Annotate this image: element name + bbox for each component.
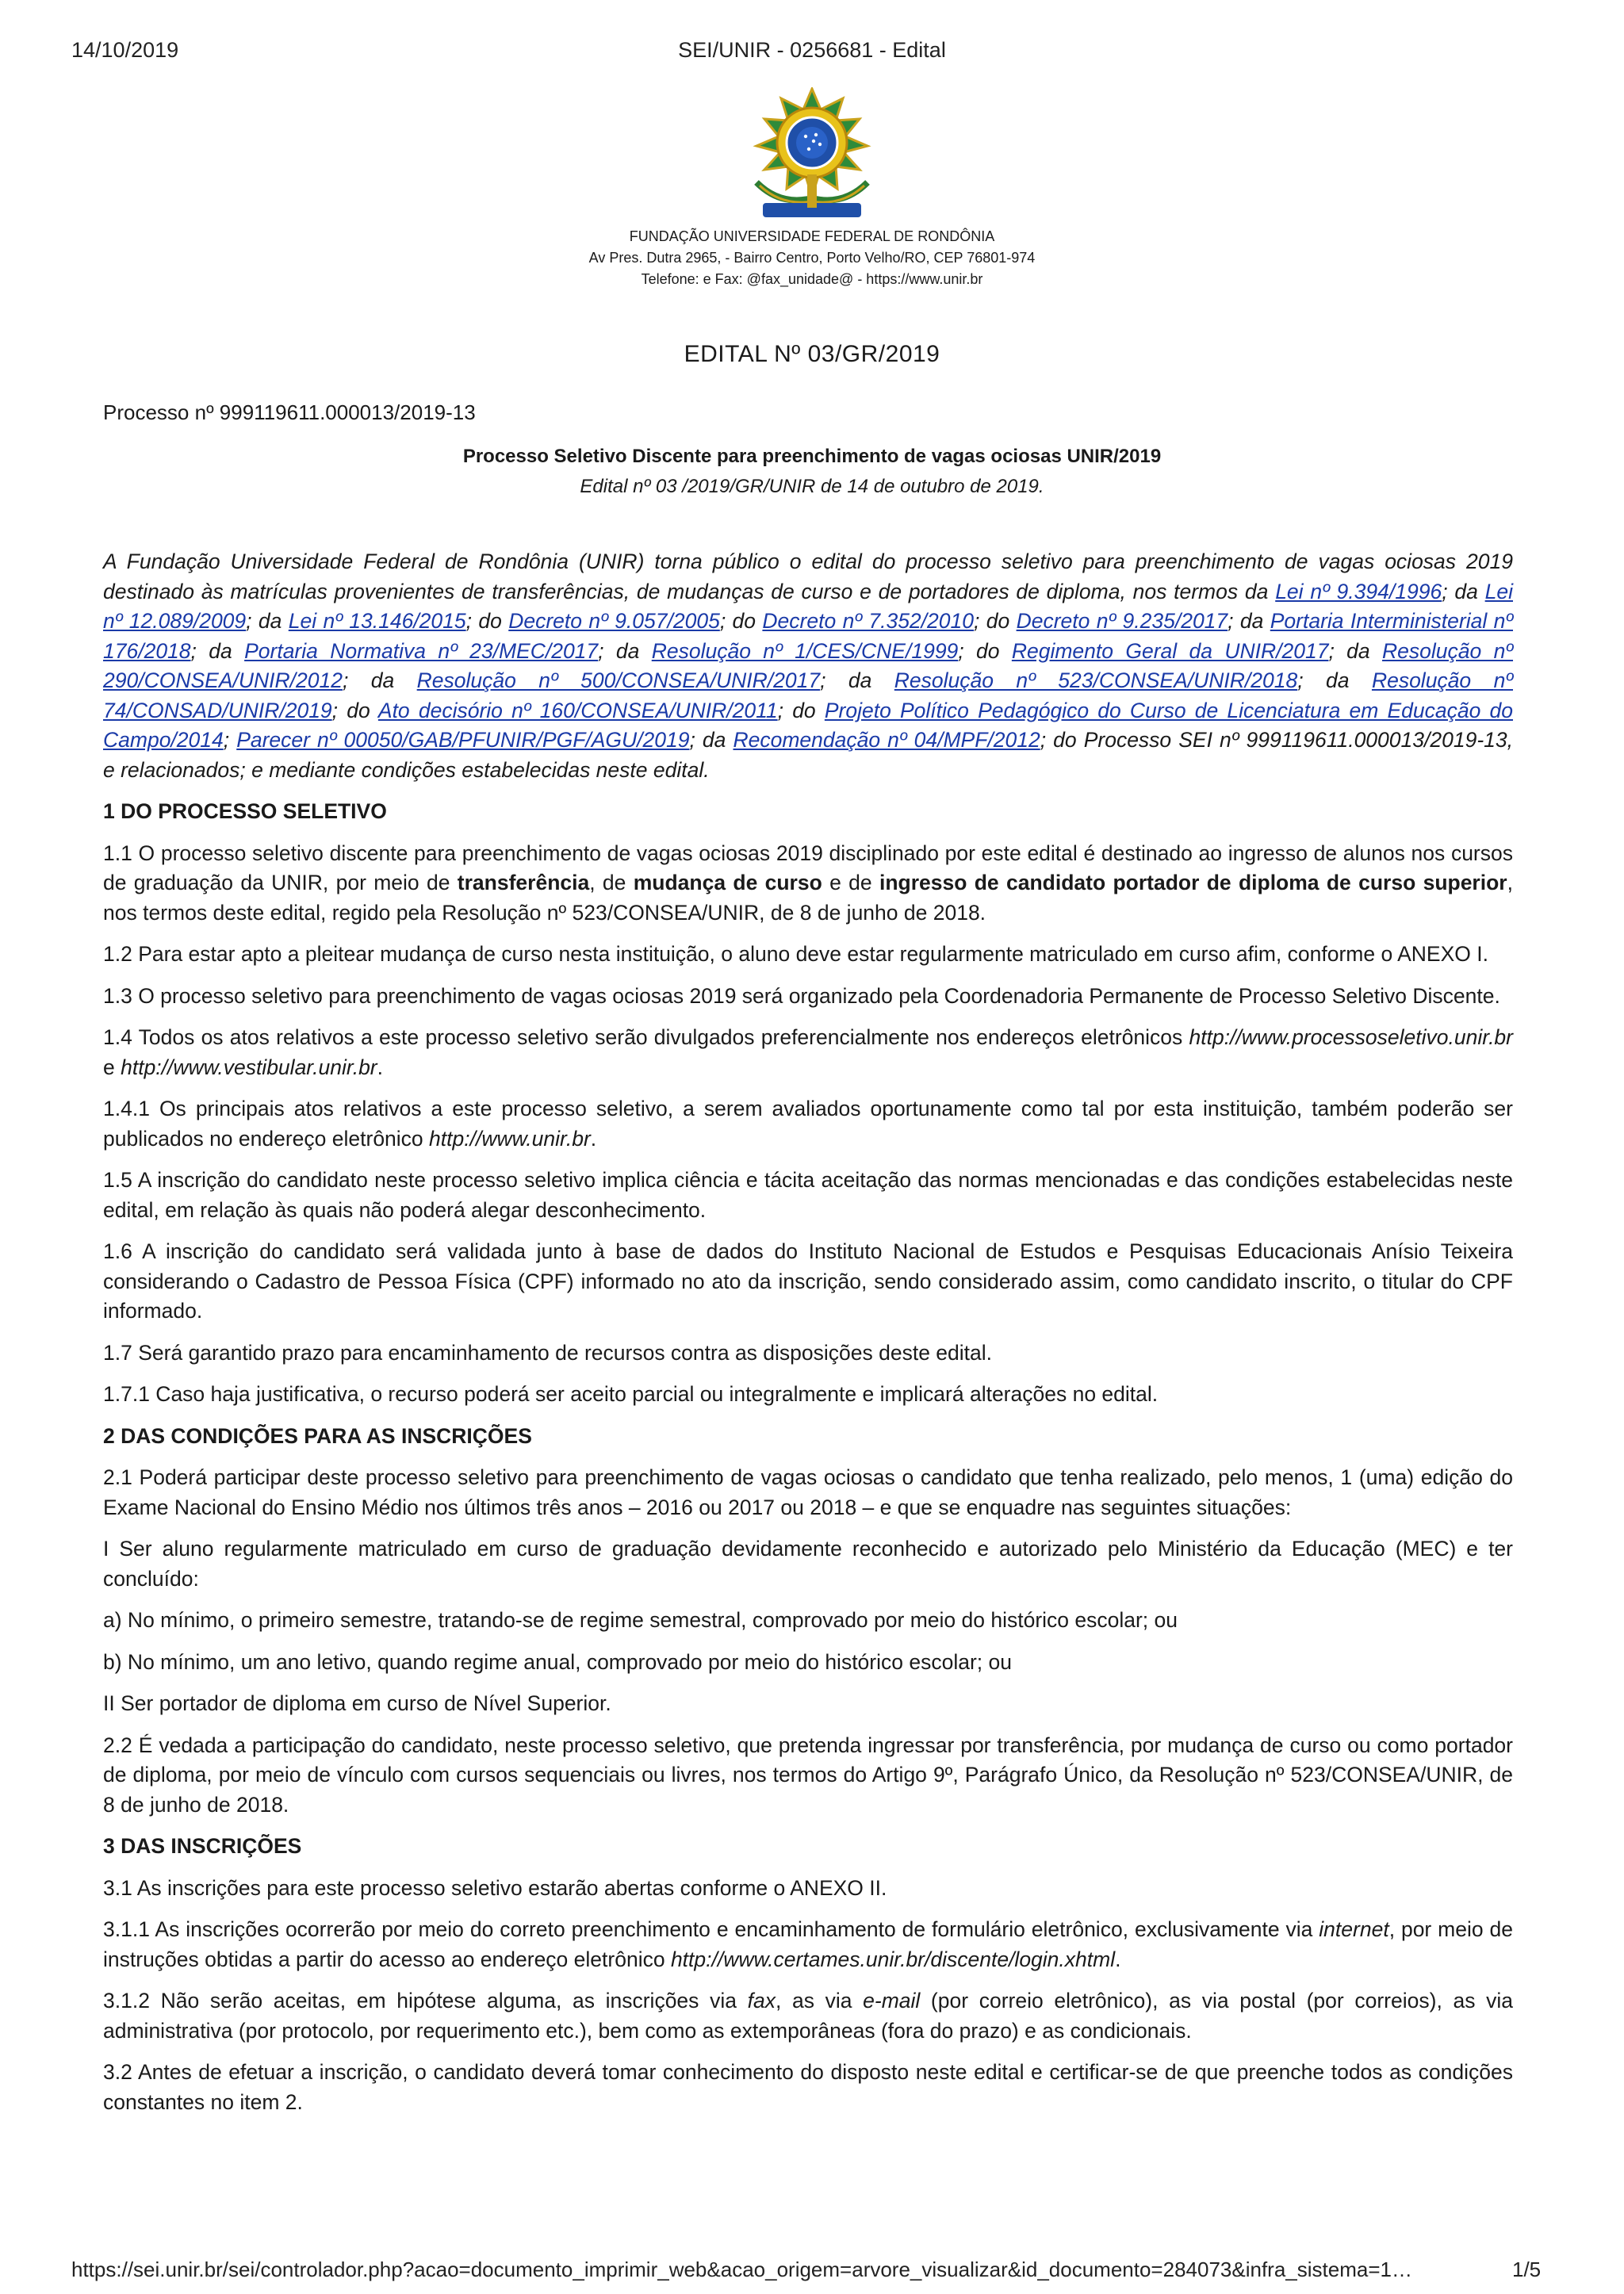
intro-paragraph: [103, 547, 1513, 785]
text-bold: mudança de curso: [633, 871, 822, 894]
section-1-heading: 1 DO PROCESSO SELETIVO: [103, 799, 387, 823]
paragraph-1-4-1: [103, 1094, 1513, 1154]
section-3-heading: 3 DAS INSCRIÇÕES: [103, 1834, 302, 1858]
institution-address: Av Pres. Dutra 2965, - Bairro Centro, Porto Velho/RO, CEP 76801-974: [588, 250, 1036, 266]
text: e de: [822, 871, 879, 894]
text: ; da: [598, 638, 652, 663]
paragraph-3-2: 3.2 Antes de efetuar a inscrição, o candidato deverá tomar conhecimento do disposto neste edital e certificar-se de que preenche todos as condições constantes no item 2.: [103, 2060, 1513, 2114]
text: ; do: [958, 638, 1012, 663]
text: , nos termos deste edital, regido pela Resolução nº 523/CONSEA/UNIR, de 8 de junho de 2018.: [103, 871, 1513, 925]
document-body: [103, 547, 1513, 2129]
link-portaria-interministerial-176[interactable]: Portaria Interministerial nº 176/2018: [103, 609, 1513, 663]
text: ;: [223, 728, 237, 752]
text: ; da: [246, 609, 289, 633]
print-page-number: 1/5: [1512, 2258, 1542, 2281]
text: , as via: [775, 1989, 864, 2013]
paragraph-2-1-b: b) No mínimo, um ano letivo, quando regime anual, comprovado por meio do histórico escolar; ou: [103, 1649, 1012, 1674]
text: 3.1.1 As inscrições ocorrerão por meio do correto preenchimento e encaminhamento de formulário eletrônico, exclusivamente via: [103, 1917, 1320, 1941]
text: ; do: [331, 698, 378, 722]
text: ; da: [1297, 668, 1372, 692]
text: ; do: [973, 609, 1017, 633]
link-lei-13146[interactable]: Lei nº 13.146/2015: [288, 609, 466, 633]
section-2-heading: 2 DAS CONDIÇÕES PARA AS INSCRIÇÕES: [103, 1423, 532, 1448]
text-bold: transferência: [457, 871, 590, 894]
text: ; do Processo SEI nº 999119611.000013/2019-13, e relacionados; e mediante condições estabelecidas neste edital.: [103, 728, 1513, 782]
url-processoseletivo: http://www.processoseletivo.unir.br: [1189, 1025, 1513, 1049]
paragraph-1-6: 1.6 A inscrição do candidato será validada junto à base de dados do Instituto Nacional de Estudos e Pesquisas Educacionais Anísio Teixeira considerando o Cadastro de Pessoa Física (CPF) informado no ato da inscrição, sendo considerado assim, como candidato inscrito, o titular do CPF informado.: [103, 1239, 1513, 1323]
link-resolucao-500[interactable]: Resolução nº 500/CONSEA/UNIR/2017: [416, 668, 821, 692]
text-italic: internet: [1319, 1917, 1389, 1941]
text: ; da: [342, 668, 417, 692]
text: , de: [589, 871, 634, 894]
print-url: https://sei.unir.br/sei/controlador.php?acao=documento_imprimir_web&acao_origem=arvore_visualizar&id_documento=284073&infra_sistema=1…: [71, 2258, 1412, 2281]
text: ; da: [1328, 638, 1383, 663]
url-unir: http://www.unir.br: [429, 1126, 591, 1151]
link-resolucao-523[interactable]: Resolução nº 523/CONSEA/UNIR/2018: [894, 668, 1298, 692]
paragraph-3-1: 3.1 As inscrições para este processo seletivo estarão abertas conforme o ANEXO II.: [103, 1875, 887, 1900]
url-vestibular: http://www.vestibular.unir.br: [121, 1055, 377, 1079]
edital-subtitle: [0, 442, 1624, 502]
text: ; da: [689, 728, 733, 752]
link-portaria-normativa-23[interactable]: Portaria Normativa nº 23/MEC/2017: [244, 638, 599, 663]
processo-number: Processo nº 999119611.000013/2019-13: [103, 400, 476, 424]
link-resolucao-290[interactable]: Resolução nº 290/CONSEA/UNIR/2012: [103, 638, 1514, 692]
print-doc-title: SEI/UNIR - 0256681 - Edital: [678, 38, 946, 62]
text: ; do: [719, 609, 763, 633]
link-regimento-geral[interactable]: Regimento Geral da UNIR/2017: [1011, 638, 1329, 663]
link-recomendacao-04[interactable]: Recomendação nº 04/MPF/2012: [733, 728, 1040, 752]
paragraph-2-2: 2.2 É vedada a participação do candidato, neste processo seletivo, que pretenda ingressar por transferência, por mudança de curso ou como portador de diploma, por meio de vínculo com cursos sequenciais ou livres, nos termos do Artigo 9º, Parágrafo Único, da Resolução nº 523/CONSEA/UNIR, de 8 de junho de 2018.: [103, 1733, 1513, 1817]
subtitle-line-2: Edital nº 03 /2019/GR/UNIR de 14 de outubro de 2019.: [580, 476, 1044, 497]
paragraph-2-1-I: I Ser aluno regularmente matriculado em curso de graduação devidamente reconhecido e autorizado pelo Ministério da Educação (MEC) e ter concluído:: [103, 1537, 1513, 1591]
paragraph-3-1-2: [103, 1986, 1513, 2046]
text: 3.1.2 Não serão aceitas, em hipótese alguma, as inscrições via: [103, 1989, 748, 2013]
paragraph-3-1-1: [103, 1915, 1513, 1974]
text: 1.4.1 Os principais atos relativos a este processo seletivo, a serem avaliados oportunamente como tal por esta instituição, também poderão ser publicados no endereço eletrônico: [103, 1097, 1513, 1151]
text-italic: fax: [747, 1989, 776, 2013]
text: .: [1115, 1947, 1121, 1971]
link-resolucao-1-ces[interactable]: Resolução nº 1/CES/CNE/1999: [651, 638, 959, 663]
text-italic: e-mail: [863, 1989, 921, 2013]
subtitle-line-1: Processo Seletivo Discente para preenchimento de vagas ociosas UNIR/2019: [462, 446, 1162, 467]
paragraph-1-1: [103, 839, 1513, 929]
text: ; do: [777, 698, 825, 722]
paragraph-2-1-II: II Ser portador de diploma em curso de Nível Superior.: [103, 1691, 611, 1715]
edital-title: EDITAL Nº 03/GR/2019: [684, 341, 940, 367]
text: e: [103, 1055, 121, 1079]
text: 1.4 Todos os atos relativos a este processo seletivo serão divulgados preferencialmente nos endereços eletrônicos: [103, 1025, 1189, 1049]
text: A Fundação Universidade Federal de Rondônia (UNIR) torna público o edital do processo seletivo para preenchimento de vagas ociosas 2019 destinado às matrículas provenientes de transferências, de mudanças de curso e de portadores de diploma, nos termos da: [103, 550, 1513, 603]
text: , por meio de instruções obtidas a partir do acesso ao endereço eletrônico: [103, 1917, 1513, 1971]
link-decreto-7352[interactable]: Decreto nº 7.352/2010: [762, 609, 974, 633]
link-ato-decisorio-160[interactable]: Ato decisório nº 160/CONSEA/UNIR/2011: [377, 698, 778, 722]
text: ; do: [465, 609, 509, 633]
institution-name: FUNDAÇÃO UNIVERSIDADE FEDERAL DE RONDÔNIA: [629, 228, 995, 244]
link-projeto-politico-pedagogico[interactable]: Projeto Político Pedagógico do Curso de Licenciatura em Educação do Campo/2014: [103, 698, 1513, 752]
text: 1.1 O processo seletivo discente para preenchimento de vagas ociosas 2019 disciplinado por este edital é destinado ao ingresso de alunos nos cursos de graduação da UNIR, por meio de: [103, 841, 1513, 894]
paragraph-1-5: 1.5 A inscrição do candidato neste processo seletivo implica ciência e tácita aceitação das normas mencionadas e das condições estabelecidas neste edital, em relação às quais não poderá alegar desconhecimento.: [103, 1168, 1513, 1222]
paragraph-1-2: 1.2 Para estar apto a pleitear mudança de curso nesta instituição, o aluno deve estar regularmente matriculado em curso afim, conforme o ANEXO I.: [103, 942, 1488, 966]
link-resolucao-74[interactable]: Resolução nº 74/CONSAD/UNIR/2019: [103, 668, 1513, 722]
paragraph-2-1-a: a) No mínimo, o primeiro semestre, tratando-se de regime semestral, comprovado por meio do histórico escolar; ou: [103, 1608, 1178, 1632]
text: .: [377, 1055, 384, 1079]
text: ; da: [820, 668, 894, 692]
link-decreto-9057[interactable]: Decreto nº 9.057/2005: [508, 609, 720, 633]
link-decreto-9235[interactable]: Decreto nº 9.235/2017: [1016, 609, 1228, 633]
text-bold: ingresso de candidato portador de diploma de curso superior: [879, 871, 1507, 894]
url-certames: http://www.certames.unir.br/discente/login.xhtml: [670, 1947, 1116, 1971]
text: ; da: [190, 638, 245, 663]
link-lei-12089[interactable]: Lei nº 12.089/2009: [103, 579, 1513, 633]
text: .: [590, 1126, 597, 1151]
paragraph-1-3: 1.3 O processo seletivo para preenchimento de vagas ociosas 2019 será organizado pela Coordenadoria Permanente de Processo Seletivo Discente.: [103, 983, 1500, 1008]
brazil-coat-of-arms-icon: [741, 87, 883, 222]
paragraph-2-1: 2.1 Poderá participar deste processo seletivo para preenchimento de vagas ociosas o candidato que tenha realizado, pelo menos, 1 (uma) edição do Exame Nacional do Ensino Médio nos últimos três anos – 2016 ou 2017 ou 2018 – e que se enquadre nas seguintes situações:: [103, 1465, 1513, 1519]
paragraph-1-7: 1.7 Será garantido prazo para encaminhamento de recursos contra as disposições deste edital.: [103, 1340, 993, 1365]
text: ; da: [1442, 579, 1485, 603]
link-lei-9394[interactable]: Lei nº 9.394/1996: [1275, 579, 1442, 603]
institution-block: [0, 226, 1624, 290]
paragraph-1-7-1: 1.7.1 Caso haja justificativa, o recurso poderá ser aceito parcial ou integralmente e implicará alterações no edital.: [103, 1382, 1159, 1406]
institution-phone: Telefone: e Fax: @fax_unidade@ - https://www.unir.br: [641, 271, 983, 287]
print-date: 14/10/2019: [71, 38, 179, 62]
paragraph-1-4: [103, 1023, 1513, 1082]
link-parecer-00050[interactable]: Parecer nº 00050/GAB/PFUNIR/PGF/AGU/2019: [236, 728, 690, 752]
text: (por correio eletrônico), as via postal (por correios), as via administrativa (por protocolo, por requerimento etc.), bem como as extemporâneas (fora do prazo) e as condicionais.: [103, 1989, 1513, 2043]
text: ; da: [1228, 609, 1270, 633]
